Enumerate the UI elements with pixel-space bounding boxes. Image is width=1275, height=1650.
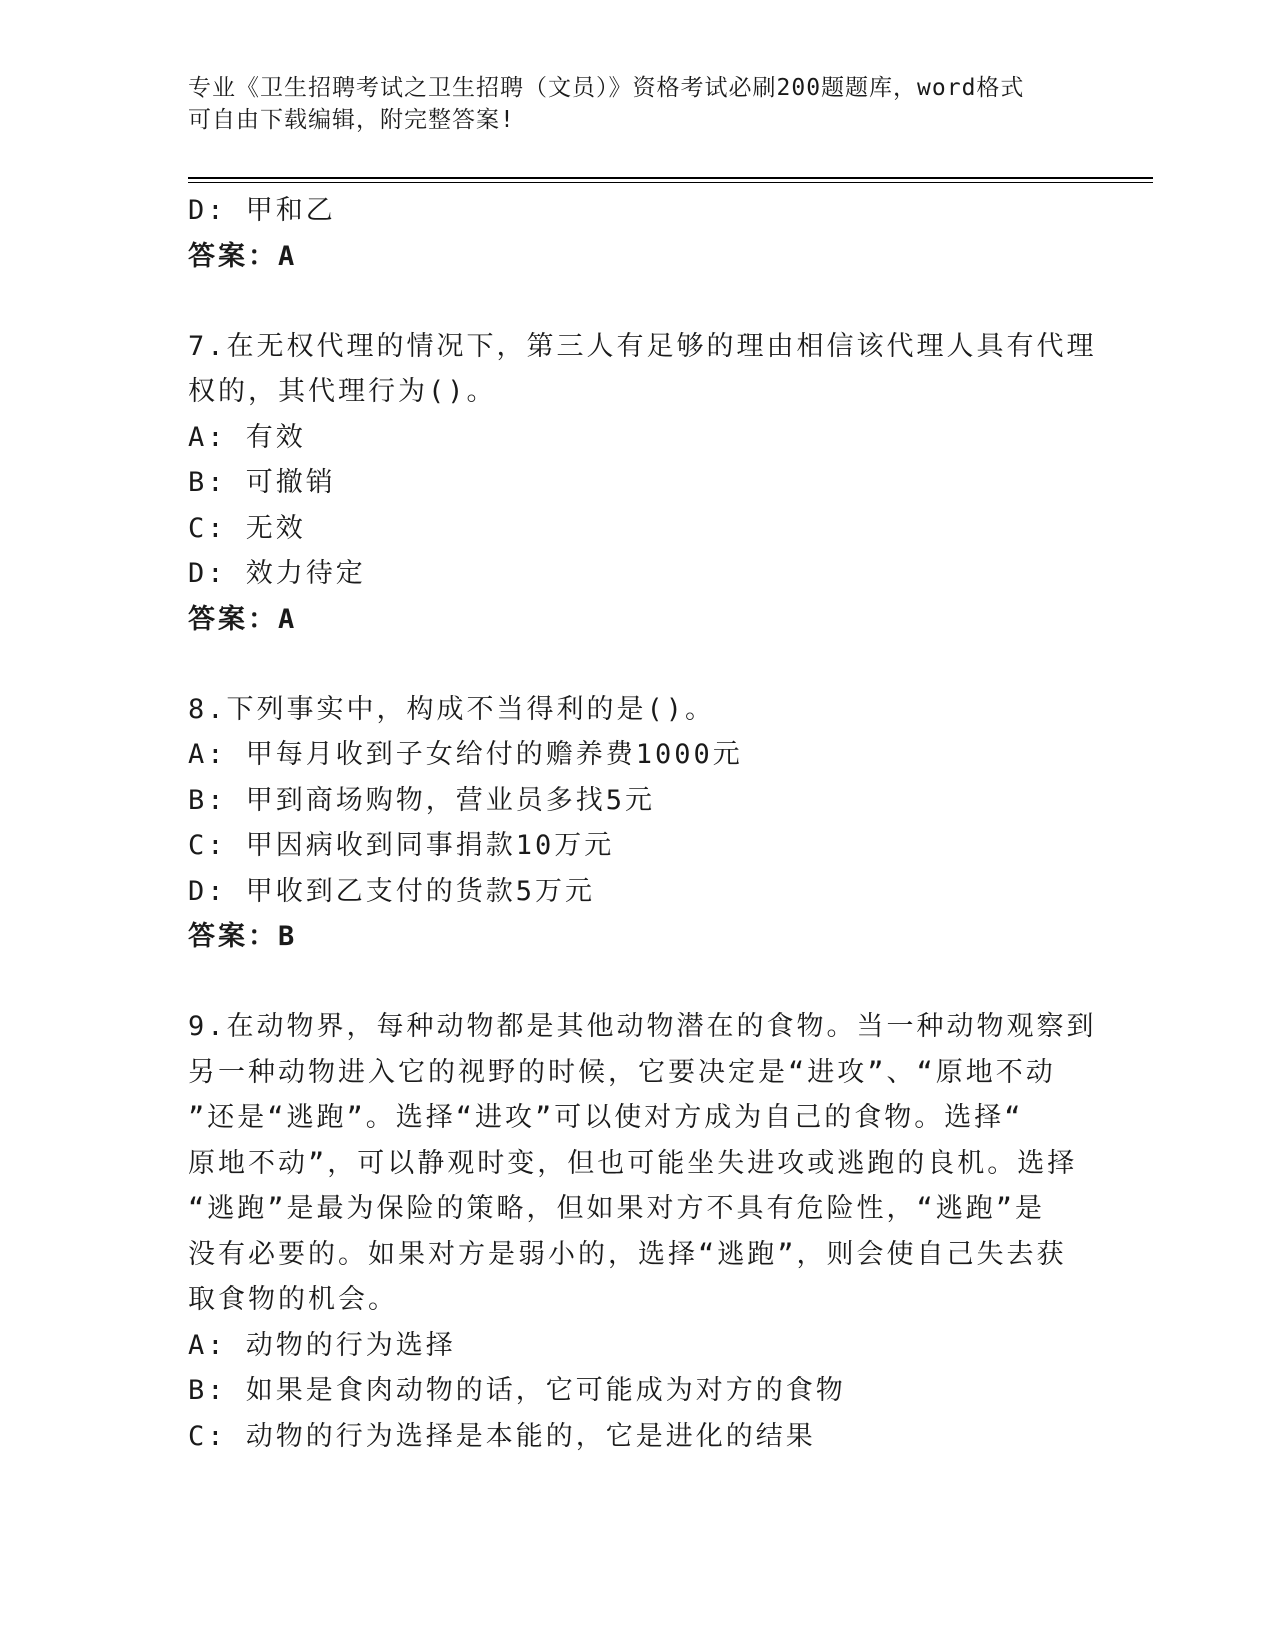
option-a: A: 动物的行为选择 bbox=[188, 1329, 456, 1361]
question-7 bbox=[188, 324, 1097, 643]
question-stem-line: 没有必要的。如果对方是弱小的，选择“逃跑”，则会使自己失去获 bbox=[188, 1238, 1067, 1270]
question-8 bbox=[188, 687, 1068, 961]
option-c: C: 甲因病收到同事捐款10万元 bbox=[188, 830, 615, 861]
question-stem-line: 9.在动物界，每种动物都是其他动物潜在的食物。当一种动物观察到 bbox=[188, 1011, 1097, 1042]
option-b: B: 如果是食肉动物的话，它可能成为对方的食物 bbox=[188, 1375, 846, 1406]
header-rule-thick bbox=[188, 177, 1153, 179]
question-stem-line: “逃跑”是最为保险的策略，但如果对方不具有危险性，“逃跑”是 bbox=[188, 1193, 1046, 1224]
header-rule-thin bbox=[188, 182, 1153, 183]
question-stem-line: 原地不动”，可以静观时变，但也可能坐失进攻或逃跑的良机。选择 bbox=[188, 1147, 1078, 1179]
question-6-tail bbox=[188, 188, 1068, 280]
page-header bbox=[188, 72, 1078, 136]
question-stem-line: ”还是“逃跑”。选择“进攻”可以使对方成为自己的食物。选择“ bbox=[188, 1102, 1024, 1133]
question-stem-line: 8.下列事实中，构成不当得利的是()。 bbox=[188, 693, 716, 725]
header-line-2: 可自由下载编辑，附完整答案! bbox=[188, 107, 515, 133]
question-stem-line: 另一种动物进入它的视野的时候，它要决定是“进攻”、“原地不动 bbox=[188, 1056, 1056, 1088]
option-c: C: 无效 bbox=[188, 512, 306, 544]
question-9 bbox=[188, 1004, 1097, 1459]
header-line-1: 专业《卫生招聘考试之卫生招聘（文员）》资格考试必刷200题题库，word格式 bbox=[188, 75, 1025, 101]
option-d: D: 甲收到乙支付的货款5万元 bbox=[188, 875, 596, 907]
answer-line: 答案：A bbox=[188, 603, 298, 635]
question-stem-line: 7.在无权代理的情况下，第三人有足够的理由相信该代理人具有代理 bbox=[188, 330, 1097, 362]
option-a: A: 甲每月收到子女给付的赡养费1000元 bbox=[188, 739, 743, 770]
question-stem-line: 取食物的机会。 bbox=[188, 1284, 398, 1315]
spacer bbox=[188, 280, 1068, 324]
option-c: C: 动物的行为选择是本能的，它是进化的结果 bbox=[188, 1420, 816, 1452]
document-body bbox=[188, 188, 1097, 1459]
option-b: B: 甲到商场购物，营业员多找5元 bbox=[188, 784, 656, 816]
answer-line: 答案：A bbox=[188, 240, 298, 272]
option-a: A: 有效 bbox=[188, 421, 306, 453]
option-d: D: 甲和乙 bbox=[188, 195, 336, 226]
question-stem-line: 权的，其代理行为()。 bbox=[188, 376, 497, 407]
answer-line: 答案：B bbox=[188, 921, 298, 952]
spacer bbox=[188, 960, 1068, 1004]
option-b: B: 可撤销 bbox=[188, 467, 336, 498]
spacer bbox=[188, 643, 1068, 687]
option-d: D: 效力待定 bbox=[188, 558, 366, 589]
